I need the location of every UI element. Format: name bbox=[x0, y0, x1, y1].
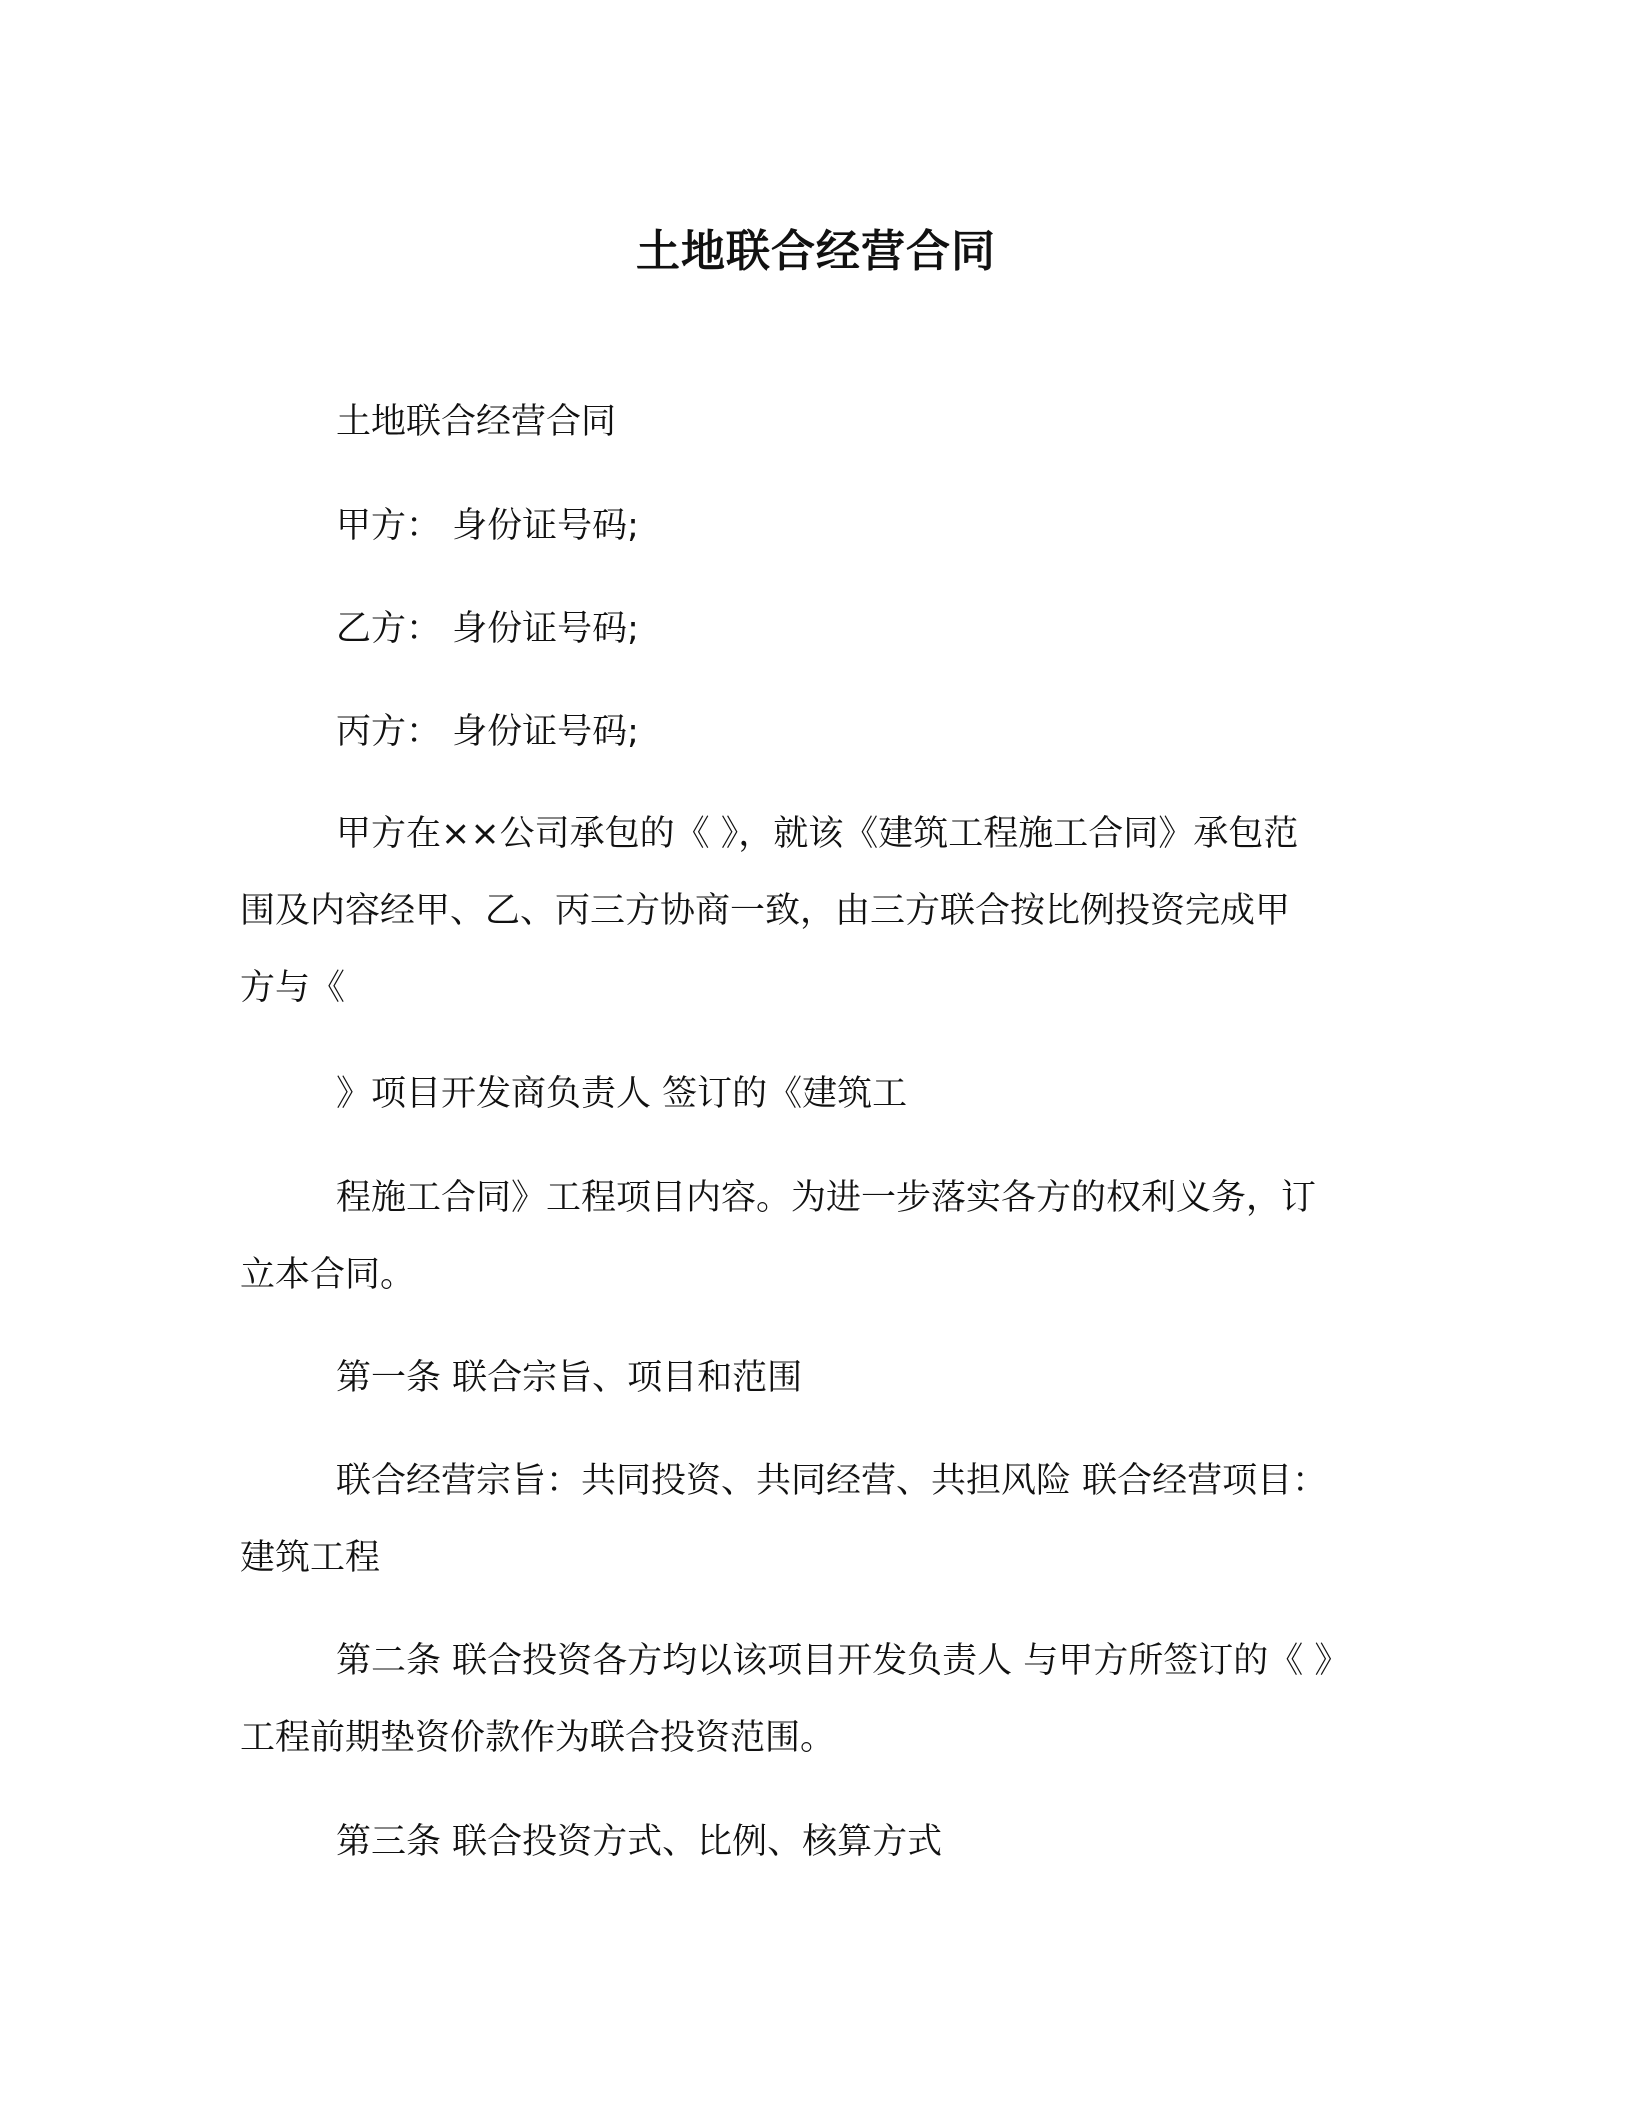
paragraph-line: 甲方在××公司承包的《 》，就该《建筑工程施工合同》承包范 bbox=[336, 814, 1299, 854]
paragraph-line: 程施工合同》工程项目内容。为进一步落实各方的权利义务，订 bbox=[336, 1178, 1317, 1218]
article-3-heading: 第三条 联合投资方式、比例、核算方式 bbox=[336, 1822, 943, 1862]
paragraph-line: 第二条 联合投资各方均以该项目开发负责人 与甲方所签订的《 》 bbox=[336, 1641, 1350, 1681]
paragraph-party-c: 丙方： 身份证号码; bbox=[336, 712, 639, 752]
paragraph-preamble bbox=[240, 796, 1390, 1027]
paragraph-party-b: 乙方： 身份证号码; bbox=[336, 609, 639, 649]
paragraph-developer: 》项目开发商负责人 签订的《建筑工 bbox=[336, 1074, 908, 1114]
paragraph-line: 工程前期垫资价款作为联合投资范围。 bbox=[240, 1718, 836, 1758]
document-title: 土地联合经营合同 bbox=[636, 226, 996, 277]
paragraph-line: 立本合同。 bbox=[240, 1255, 416, 1295]
article-1-body bbox=[240, 1443, 1390, 1597]
paragraph-party-a: 甲方： 身份证号码; bbox=[336, 506, 639, 546]
paragraph-heading: 土地联合经营合同 bbox=[336, 402, 617, 442]
paragraph-line: 方与《 bbox=[240, 968, 346, 1008]
paragraph-purpose bbox=[240, 1160, 1390, 1314]
paragraph-line: 围及内容经甲、乙、丙三方协商一致，由三方联合按比例投资完成甲 bbox=[240, 891, 1291, 931]
article-2 bbox=[240, 1623, 1390, 1777]
paragraph-line: 建筑工程 bbox=[240, 1538, 381, 1578]
article-1-heading: 第一条 联合宗旨、项目和范围 bbox=[336, 1358, 803, 1398]
paragraph-line: 联合经营宗旨：共同投资、共同经营、共担风险 联合经营项目： bbox=[336, 1461, 1328, 1501]
